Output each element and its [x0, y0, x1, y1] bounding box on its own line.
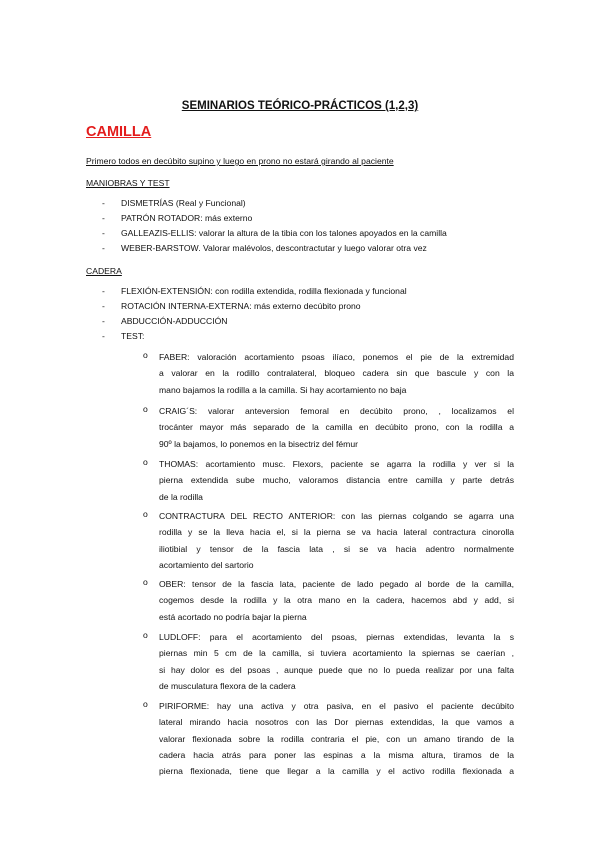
document-title: SEMINARIOS TEÓRICO-PRÁCTICOS (1,2,3)	[181, 100, 419, 112]
intro-text: Primero todos en decúbito supino y luego en prono no estará girando al paciente	[86, 156, 394, 166]
list-item: - TEST:	[102, 331, 145, 341]
bullet-marker: o	[143, 404, 148, 414]
dash-marker: -	[102, 316, 105, 326]
test-text: CONTRACTURA DEL RECTO ANTERIOR: con las piernas colgando se agarra una rodilla y se la lleva hacia el, si la pierna se va hacia lateral contractura cinorolla iliotibial y tensor de la fascia lata , si se va hacia adentro normalmente acortamiento del sartorio	[159, 511, 514, 570]
test-text: CRAIG´S: valorar anteversion femoral en decúbito prono, , localizamos el trocánter mayor más separado de la camilla en decúbito prono, con la rodilla a 90º la bajamos, lo ponemos en la bisectriz del fémur	[159, 406, 514, 449]
dash-marker: -	[102, 286, 105, 296]
dash-marker: -	[102, 301, 105, 311]
dash-marker: -	[102, 243, 105, 253]
test-text: PIRIFORME: hay una activa y otra pasiva, en el pasivo el paciente decúbito lateral mirando hacia nosotros con las Dor piernas extendidas, la que vamos a valorar flexionada sobre la rodilla contraria el pie, con un amano tirando de la cadera hacia atrás para poner las espinas a la misma altura, tiramos de la pierna flexionada, tiene que llegar a la camilla y el activo rodilla flexionada a	[159, 701, 514, 777]
dash-marker: -	[102, 331, 105, 341]
list-item: - WEBER-BARSTOW. Valorar malévolos, descontractutar y luego valorar otra vez	[102, 243, 427, 253]
test-text: THOMAS: acortamiento musc. Flexors, paciente se agarra la rodilla y ver si la pierna extendida sube mucho, valoramos distancia entre camilla y parte detrás de la rodilla	[159, 459, 514, 502]
test-text: OBER: tensor de la fascia lata, paciente de lado pegado al borde de la camilla, cogemos desde la rodilla y la otra mano en la cadera, hacemos abd y add, si está acortado no podría bajar la pierna	[159, 579, 514, 622]
dash-marker: -	[102, 213, 105, 223]
list-item: - PATRÓN ROTADOR: más externo	[102, 213, 253, 223]
list-item: - GALLEAZIS-ELLIS: valorar la altura de la tibia con los talones apoyados en la camilla	[102, 228, 447, 238]
list-item: - ABDUCCIÓN-ADDUCCIÓN	[102, 316, 228, 326]
section-heading-camilla: CAMILLA	[86, 124, 152, 140]
list-item: - ROTACIÓN INTERNA-EXTERNA: más externo decúbito prono	[102, 301, 361, 311]
bullet-marker: o	[143, 350, 148, 360]
test-text: LUDLOFF: para el acortamiento del psoas, piernas extendidas, levanta la s piernas min 5 cm de la camilla, si tuviera acortamiento la spiernas se caerían , si hay dolor es del psoas , aunque puede que no lo pueda realizar por una falta de musculatura flexora de la cadera	[159, 632, 514, 691]
bullet-marker: o	[143, 577, 148, 587]
bullet-marker: o	[143, 509, 148, 519]
list-item: - DISMETRÍAS (Real y Funcional)	[102, 198, 246, 208]
dash-marker: -	[102, 198, 105, 208]
bullet-marker: o	[143, 457, 148, 467]
dash-marker: -	[102, 228, 105, 238]
subheading-maniobras: MANIOBRAS Y TEST	[86, 178, 170, 188]
test-text: FABER: valoración acortamiento psoas ilíaco, ponemos el pie de la extremidad a valorar en la rodillo contralateral, bloqueo cadera sin que bascule y con la mano bajamos la rodilla a la camilla. Si hay acortamiento no baja	[159, 352, 514, 395]
list-item: - FLEXIÓN-EXTENSIÓN: con rodilla extendida, rodilla flexionada y funcional	[102, 286, 407, 296]
bullet-marker: o	[143, 630, 148, 640]
subheading-cadera: CADERA	[86, 266, 122, 276]
bullet-marker: o	[143, 699, 148, 709]
